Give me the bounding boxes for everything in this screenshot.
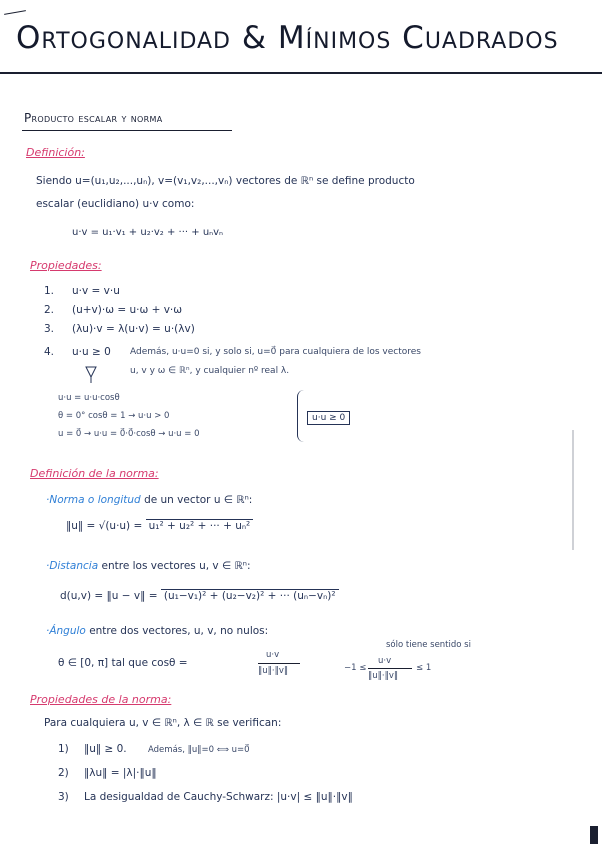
propiedad-3-num: 3. <box>44 323 55 335</box>
propiedad-4-text: u·u ≥ 0 <box>72 346 111 358</box>
distancia-label: ·Distancia <box>46 560 99 572</box>
norma-formula-radicand: u₁² + u₂² + ··· + uₙ² <box>146 519 254 532</box>
ineq-left: −1 ≤ <box>344 663 367 673</box>
derivation-line-2: θ = 0° cosθ = 1 → u·u > 0 <box>58 411 170 421</box>
norma-row <box>46 494 252 506</box>
propiedad-2-text: (u+v)·ω = u·ω + v·ω <box>72 304 183 316</box>
prop-norma-3-text: La desigualdad de Cauchy-Schwarz: |u·v| ≤ ‖u‖·‖v‖ <box>84 791 353 803</box>
prop-norma-3-num: 3) <box>58 791 69 803</box>
norma-label: ·Norma o longitud <box>46 494 141 506</box>
definicion-line-2: escalar (euclidiano) u·v como: <box>36 198 195 210</box>
definicion-label: Definición: <box>26 146 85 159</box>
distancia-formula-radicand: (u₁−v₁)² + (u₂−v₂)² + ··· (uₙ−vₙ)² <box>161 589 339 602</box>
propiedad-1-num: 1. <box>44 285 55 297</box>
angulo-fraction-den: ‖u‖·‖v‖ <box>258 666 289 676</box>
title-tick <box>4 10 26 15</box>
derivation-line-3: u = 0⃗ → u·u = 0⃗·0⃗·cosθ → u·u = 0 <box>58 429 200 439</box>
angulo-label: ·Ángulo <box>46 625 86 637</box>
prop-norma-1-text: ‖u‖ ≥ 0. <box>84 743 127 755</box>
prop-norma-1-note: Además, ‖u‖=0 ⟺ u=0⃗ <box>148 745 250 755</box>
ineq-fraction-den: ‖u‖·‖v‖ <box>368 671 399 681</box>
page-title: Ortogonalidad & Mínimos Cuadrados <box>16 20 559 56</box>
definicion-line-1: Siendo u=(u₁,u₂,...,uₙ), v=(v₁,v₂,...,vₙ) vectores de ℝⁿ se define producto <box>36 175 415 187</box>
propiedad-4-note-2: u, v y ω ∈ ℝⁿ, y cualquier nº real λ. <box>130 366 290 376</box>
prop-norma-2-num: 2) <box>58 767 69 779</box>
title-underline <box>0 72 602 74</box>
distancia-formula-lhs: d(u,v) = ‖u − v‖ = <box>60 590 161 602</box>
ineq-fraction-bar <box>368 668 412 669</box>
propiedad-3-text: (λu)·v = λ(u·v) = u·(λv) <box>72 323 195 335</box>
def-norma-label: Definición de la norma: <box>30 467 159 480</box>
propiedad-4-num: 4. <box>44 346 55 358</box>
distancia-row <box>46 560 251 572</box>
propiedades-label: Propiedades: <box>30 259 102 272</box>
angulo-note: sólo tiene sentido si <box>386 640 471 650</box>
norma-formula-lhs: ‖u‖ = √(u·u) = <box>66 520 146 532</box>
prop-norma-label: Propiedades de la norma: <box>30 693 172 706</box>
propiedad-1-text: u·v = v·u <box>72 285 120 297</box>
norma-formula <box>66 519 253 532</box>
section-heading-underline <box>22 130 232 131</box>
edge-mark-right <box>572 430 574 550</box>
norma-text: de un vector u ∈ ℝⁿ: <box>144 494 253 506</box>
angulo-text: entre dos vectores, u, v, no nulos: <box>89 625 269 637</box>
prop-norma-intro: Para cualquiera u, v ∈ ℝⁿ, λ ∈ ℝ se verifican: <box>44 717 282 729</box>
angulo-formula: θ ∈ [0, π] tal que cosθ = <box>58 657 188 669</box>
prop-norma-2-text: ‖λu‖ = |λ|·‖u‖ <box>84 767 157 779</box>
edge-mark-corner <box>590 826 598 844</box>
derivation-line-1: u·u = u·u·cosθ <box>58 393 120 403</box>
down-arrow-icon <box>84 365 98 385</box>
propiedad-4-note-1: Además, u·u=0 si, y solo si, u=0⃗ para cualquiera de los vectores <box>130 347 421 357</box>
derivation-brace <box>297 390 304 442</box>
ineq-right: ≤ 1 <box>416 663 432 673</box>
section-heading: Producto escalar y norma <box>24 111 163 125</box>
prop-norma-1-num: 1) <box>58 743 69 755</box>
distancia-text: entre los vectores u, v ∈ ℝⁿ: <box>101 560 251 572</box>
angulo-fraction-bar <box>258 663 300 664</box>
angulo-fraction-num: u·v <box>266 650 280 660</box>
angulo-row <box>46 625 268 637</box>
distancia-formula <box>60 589 339 602</box>
definicion-formula: u·v = u₁·v₁ + u₂·v₂ + ··· + uₙvₙ <box>72 227 224 238</box>
propiedad-2-num: 2. <box>44 304 55 316</box>
ineq-fraction-num: u·v <box>378 656 392 666</box>
result-box: u·u ≥ 0 <box>307 411 350 425</box>
